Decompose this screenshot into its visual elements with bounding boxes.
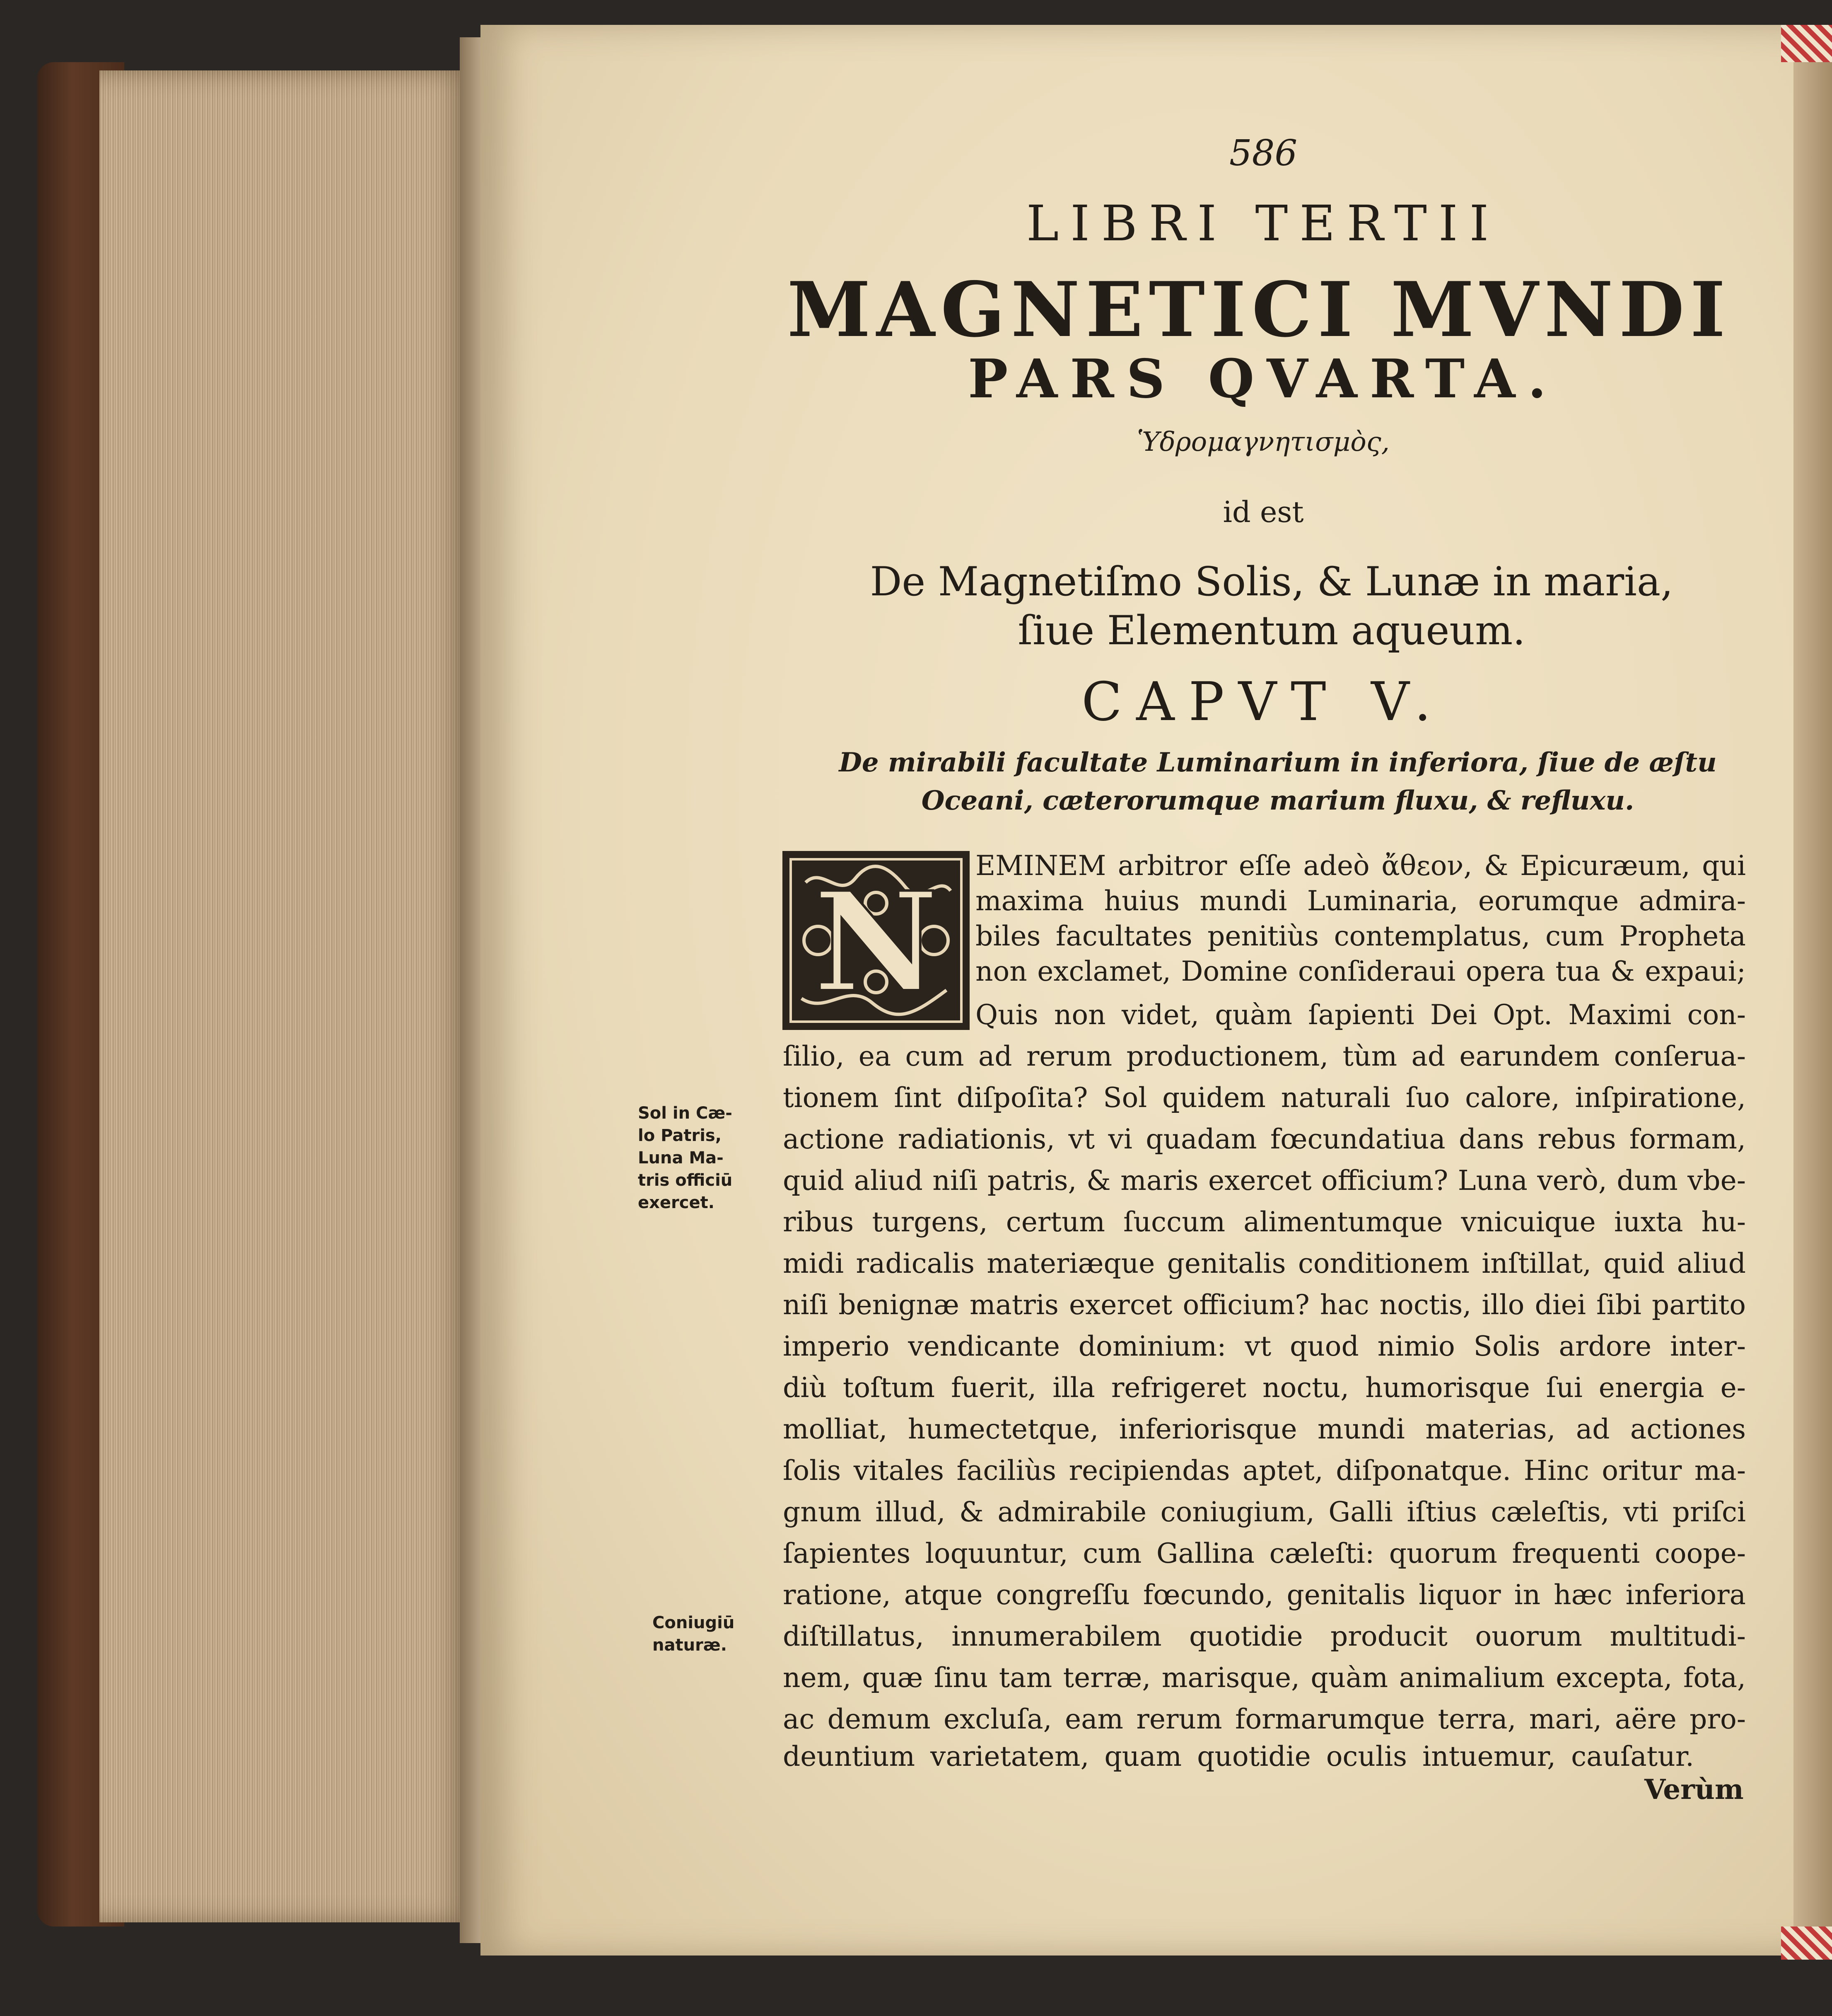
right-page-edge xyxy=(1793,25,1832,1956)
body-line-13: imperio vendicante dominium: vt quod nimio Solis ardore inter- xyxy=(783,1330,1746,1362)
body-line-8: actione radiationis, vt vi quadam fœcundatiua dans rebus formam, xyxy=(783,1123,1746,1155)
body-line-16: ſolis vitales faciliùs recipiendas aptet, diſponatque. Hinc oritur ma- xyxy=(783,1455,1746,1487)
catchword: Verùm xyxy=(1644,1773,1744,1806)
body-line-14: diù toſtum fuerit, illa refrigeret noctu, humorisque ſui energia e- xyxy=(783,1372,1746,1404)
title-line-1: LIBRI TERTII xyxy=(1026,195,1501,252)
greek-heading: Ὑδρομαγνητισμὸς, xyxy=(1137,427,1390,457)
body-line-11: midi radicalis materiæque genitalis conditionem inſtillat, quid aliud xyxy=(783,1247,1746,1279)
body-line-10: ribus turgens, certum ſuccum alimentumque vnicuique iuxta hu- xyxy=(783,1206,1746,1238)
chapter-summary: De mirabili facultate Luminarium in inferiora, ſiue de æſtu Oceani, cæterorumque marium fluxu, & refluxu. xyxy=(839,747,1717,816)
id-est: id est xyxy=(1223,495,1304,529)
body-line-3: biles facultates penitiùs contemplatus, cum Propheta xyxy=(975,920,1746,952)
chapter-heading: CAPVT V. xyxy=(1081,671,1445,733)
title-line-3: PARS QVARTA. xyxy=(968,348,1559,410)
svg-text:N: N xyxy=(813,862,939,1023)
body-line-9: quid aliud niſi patris, & maris exercet officium? Luna verò, dum vbe- xyxy=(783,1165,1746,1197)
title-line-2: MAGNETICI MVNDI xyxy=(787,265,1731,354)
body-line-4: non exclamet, Domine conſideraui opera tua & expaui; xyxy=(975,955,1746,987)
body-line-19: ratione, atque congreſſu fœcundo, genitalis liquor in hæc inferiora xyxy=(783,1579,1746,1611)
page-number: 586 xyxy=(1229,133,1298,174)
bookmark-ribbon-top xyxy=(1781,25,1832,62)
margin-note-sol-luna: Sol in Cæ- lo Patris, Luna Ma- tris officiū exercet. xyxy=(638,1104,733,1212)
body-line-15: molliat, humectetque, inferiorisque mundi materias, ad actiones xyxy=(783,1413,1746,1445)
bookmark-ribbon-bottom xyxy=(1781,1927,1832,1960)
body-line-6: ſilio, ea cum ad rerum productionem, tùm ad earundem conſerua- xyxy=(783,1040,1746,1072)
body-line-20: diſtillatus, innumerabilem quotidie producit ouorum multitudi- xyxy=(783,1620,1746,1652)
page-edges xyxy=(99,70,472,1922)
body-line-7: tionem ſint diſpoſita? Sol quidem naturali ſuo calore, inſpiratione, xyxy=(783,1082,1746,1114)
body-line-1: EMINEM arbitror eſſe adeò ἄθεον, & Epicuræum, qui xyxy=(975,850,1746,882)
margin-note-coniugium: Coniugiū naturæ. xyxy=(652,1613,735,1655)
body-line-23: deuntium varietatem, quam quotidie oculis intuemur, cauſatur. xyxy=(783,1740,1694,1772)
decorated-initial xyxy=(781,849,971,1032)
body-line-21: nem, quæ ſinu tam terræ, marisque, quàm animalium excepta, fota, xyxy=(783,1662,1746,1694)
chapter-subject: De Magnetiſmo Solis, & Lunæ in maria, ſiue Elementum aqueum. xyxy=(870,558,1673,654)
body-line-5: Quis non videt, quàm ſapienti Dei Opt. Maximi con- xyxy=(975,999,1746,1031)
body-line-17: gnum illud, & admirabile coniugium, Galli iſtius cæleſtis, vti priſci xyxy=(783,1496,1746,1528)
body-line-22: ac demum excluſa, eam rerum formarumque terra, mari, aëre pro- xyxy=(783,1703,1746,1735)
body-line-12: niſi benignæ matris exercet officium? hac noctis, illo diei ſibi partito xyxy=(783,1289,1746,1321)
body-line-18: ſapientes loquuntur, cum Gallina cæleſti: quorum frequenti coope- xyxy=(783,1537,1746,1569)
ornamental-initial-icon xyxy=(781,849,971,1032)
body-line-2: maxima huius mundi Luminaria, eorumque admira- xyxy=(975,885,1746,917)
